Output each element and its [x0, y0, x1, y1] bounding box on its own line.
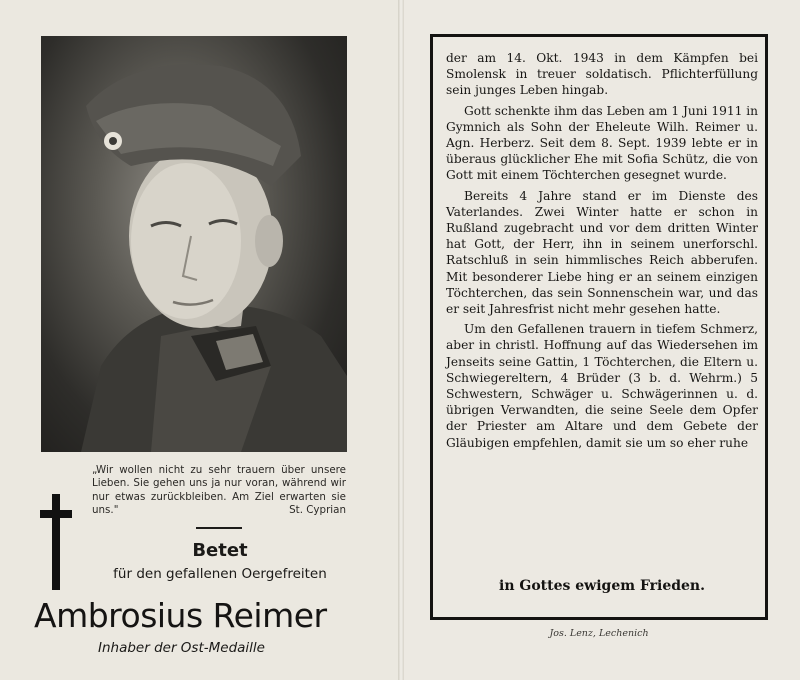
quote-author: St. Cyprian [289, 504, 346, 516]
deceased-name: Ambrosius Reimer [34, 596, 327, 635]
soldier-portrait-photo [41, 36, 347, 452]
left-panel [0, 0, 398, 680]
biography-paragraph: Gott schenkte ihm das Leben am 1 Juni 1911 in Gymnich als Sohn der Eheleute Wilh. Reimer u. Agn. Herberz. Seit dem 8. Sept. 1939 lebte er in überaus glücklicher Ehe mit Sofia Schütz, die von Gott mit einem Töchterchen gesegnet wurde. [446, 103, 758, 183]
biography-text [446, 50, 758, 455]
cross-icon [38, 494, 74, 590]
prayer-heading: Betet [192, 540, 248, 561]
biography-paragraph: der am 14. Okt. 1943 in dem Kämpfen bei Smolensk in treuer soldatisch. Pflichterfüllung sein junges Leben hingab. [446, 51, 758, 98]
memorial-quote: „Wir wollen nicht zu sehr trauern über unsere Lieben. Sie gehen uns ja nur voran, während wir nur etwas zurückbleiben. Am Ziel erwarten sie uns." [92, 464, 346, 517]
decoration-line: Inhaber der Ost-Medaille [98, 640, 265, 656]
biography-paragraph: Um den Gefallenen trauern in tiefem Schmerz, aber in christl. Hoffnung auf das Wiedersehen im Jenseits seine Gattin, 1 Töchterchen, die Eltern u. Schwiegereltern, 4 Brüder (3 b. d. Wehrm.) 5 Schwestern, Schwäger u. Schwägerinnen u. d. übrigen Verwandten, die seine Seele dem Opfer der Priester am Altare und dem Gebete der Gläubigen empfehlen, damit sie um so eher ruhe [446, 322, 758, 450]
portrait-illustration [41, 36, 347, 452]
divider-rule [196, 527, 242, 529]
prayer-for-line: für den gefallenen Oergefreiten [113, 566, 327, 582]
printer-imprint: Jos. Lenz, Lechenich [549, 628, 649, 639]
closing-line: in Gottes ewigem Frieden. [499, 578, 705, 594]
biography-paragraph: Bereits 4 Jahre stand er im Dienste des Vaterlandes. Zwei Winter hatte er schon in Rußland zugebracht und vor dem dritten Winter hat Gott, der Herr, ihn in seinem unerforschl. Ratschluß in sein himmlisches Reich abberufen. Mit besonderer Liebe hing er an seinem einzigen Töchterchen, das sein Sonnenschein war, und das er seit Jahresfrist nicht mehr gesehen hatte. [446, 188, 758, 317]
